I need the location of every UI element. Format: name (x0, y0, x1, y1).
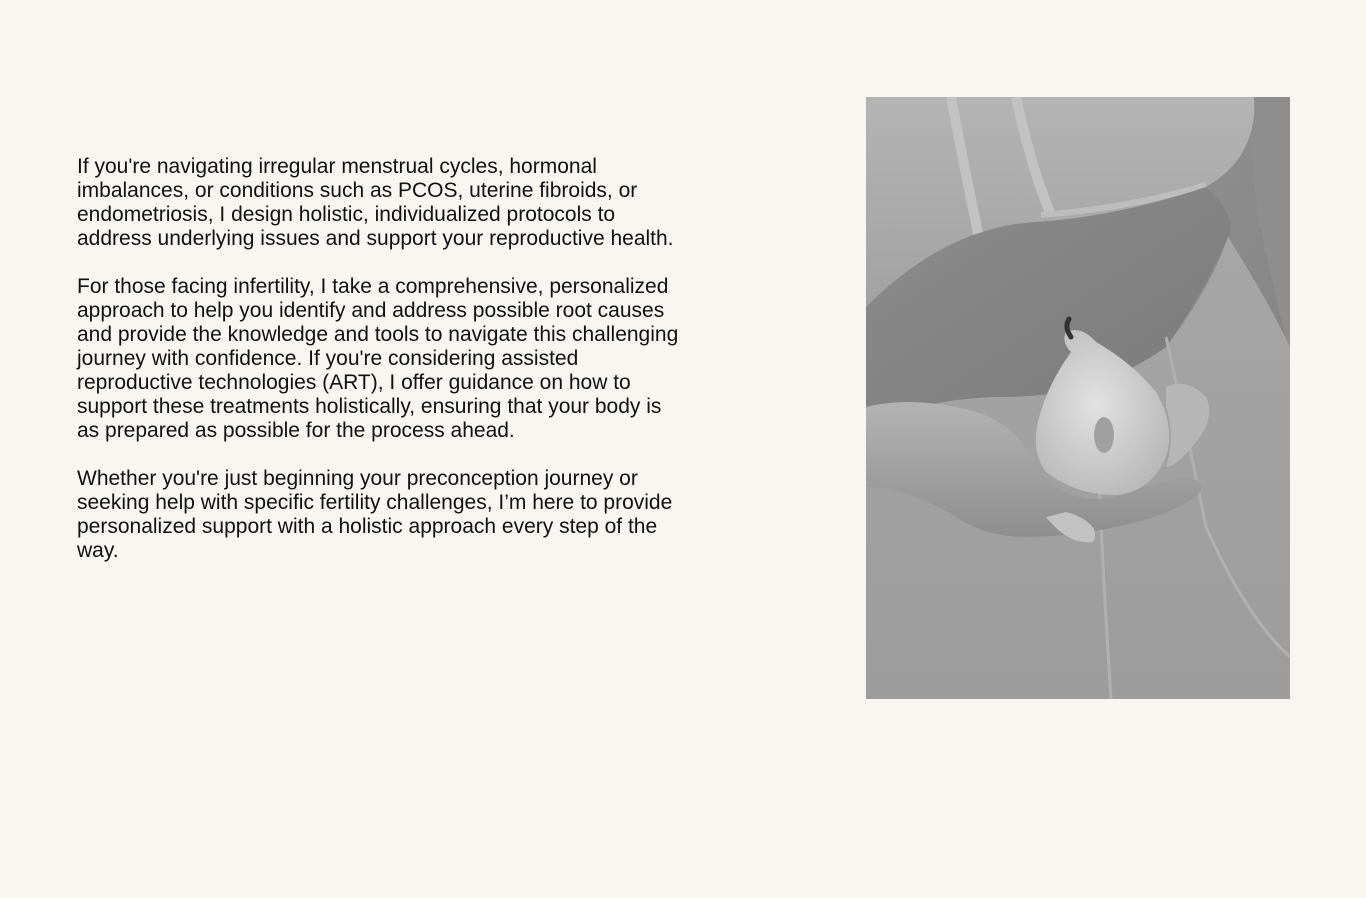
pear-hands-photo (866, 97, 1290, 699)
paragraph-preconception: Whether you're just beginning your preconception journey or seeking help with specific fertility challenges, I’m here to provide personalized support with a holistic approach every step of the way. (77, 467, 673, 562)
paragraph-infertility: For those facing infertility, I take a comprehensive, personalized approach to help you identify and address possible root causes and provide the knowledge and tools to navigate this challenging journey with confidence. If you're considering assisted reproductive technologies (ART), I offer guidance on how to support these treatments holistically, ensuring that your body is as prepared as possible for the process ahead. (77, 275, 679, 442)
photo-illustration (866, 97, 1290, 699)
text-column (77, 155, 687, 587)
paragraph-reproductive-health: If you're navigating irregular menstrual cycles, hormonal imbalances, or conditions such as PCOS, uterine fibroids, or endometriosis, I design holistic, individualized protocols to address underlying issues and support your reproductive health. (77, 155, 674, 250)
